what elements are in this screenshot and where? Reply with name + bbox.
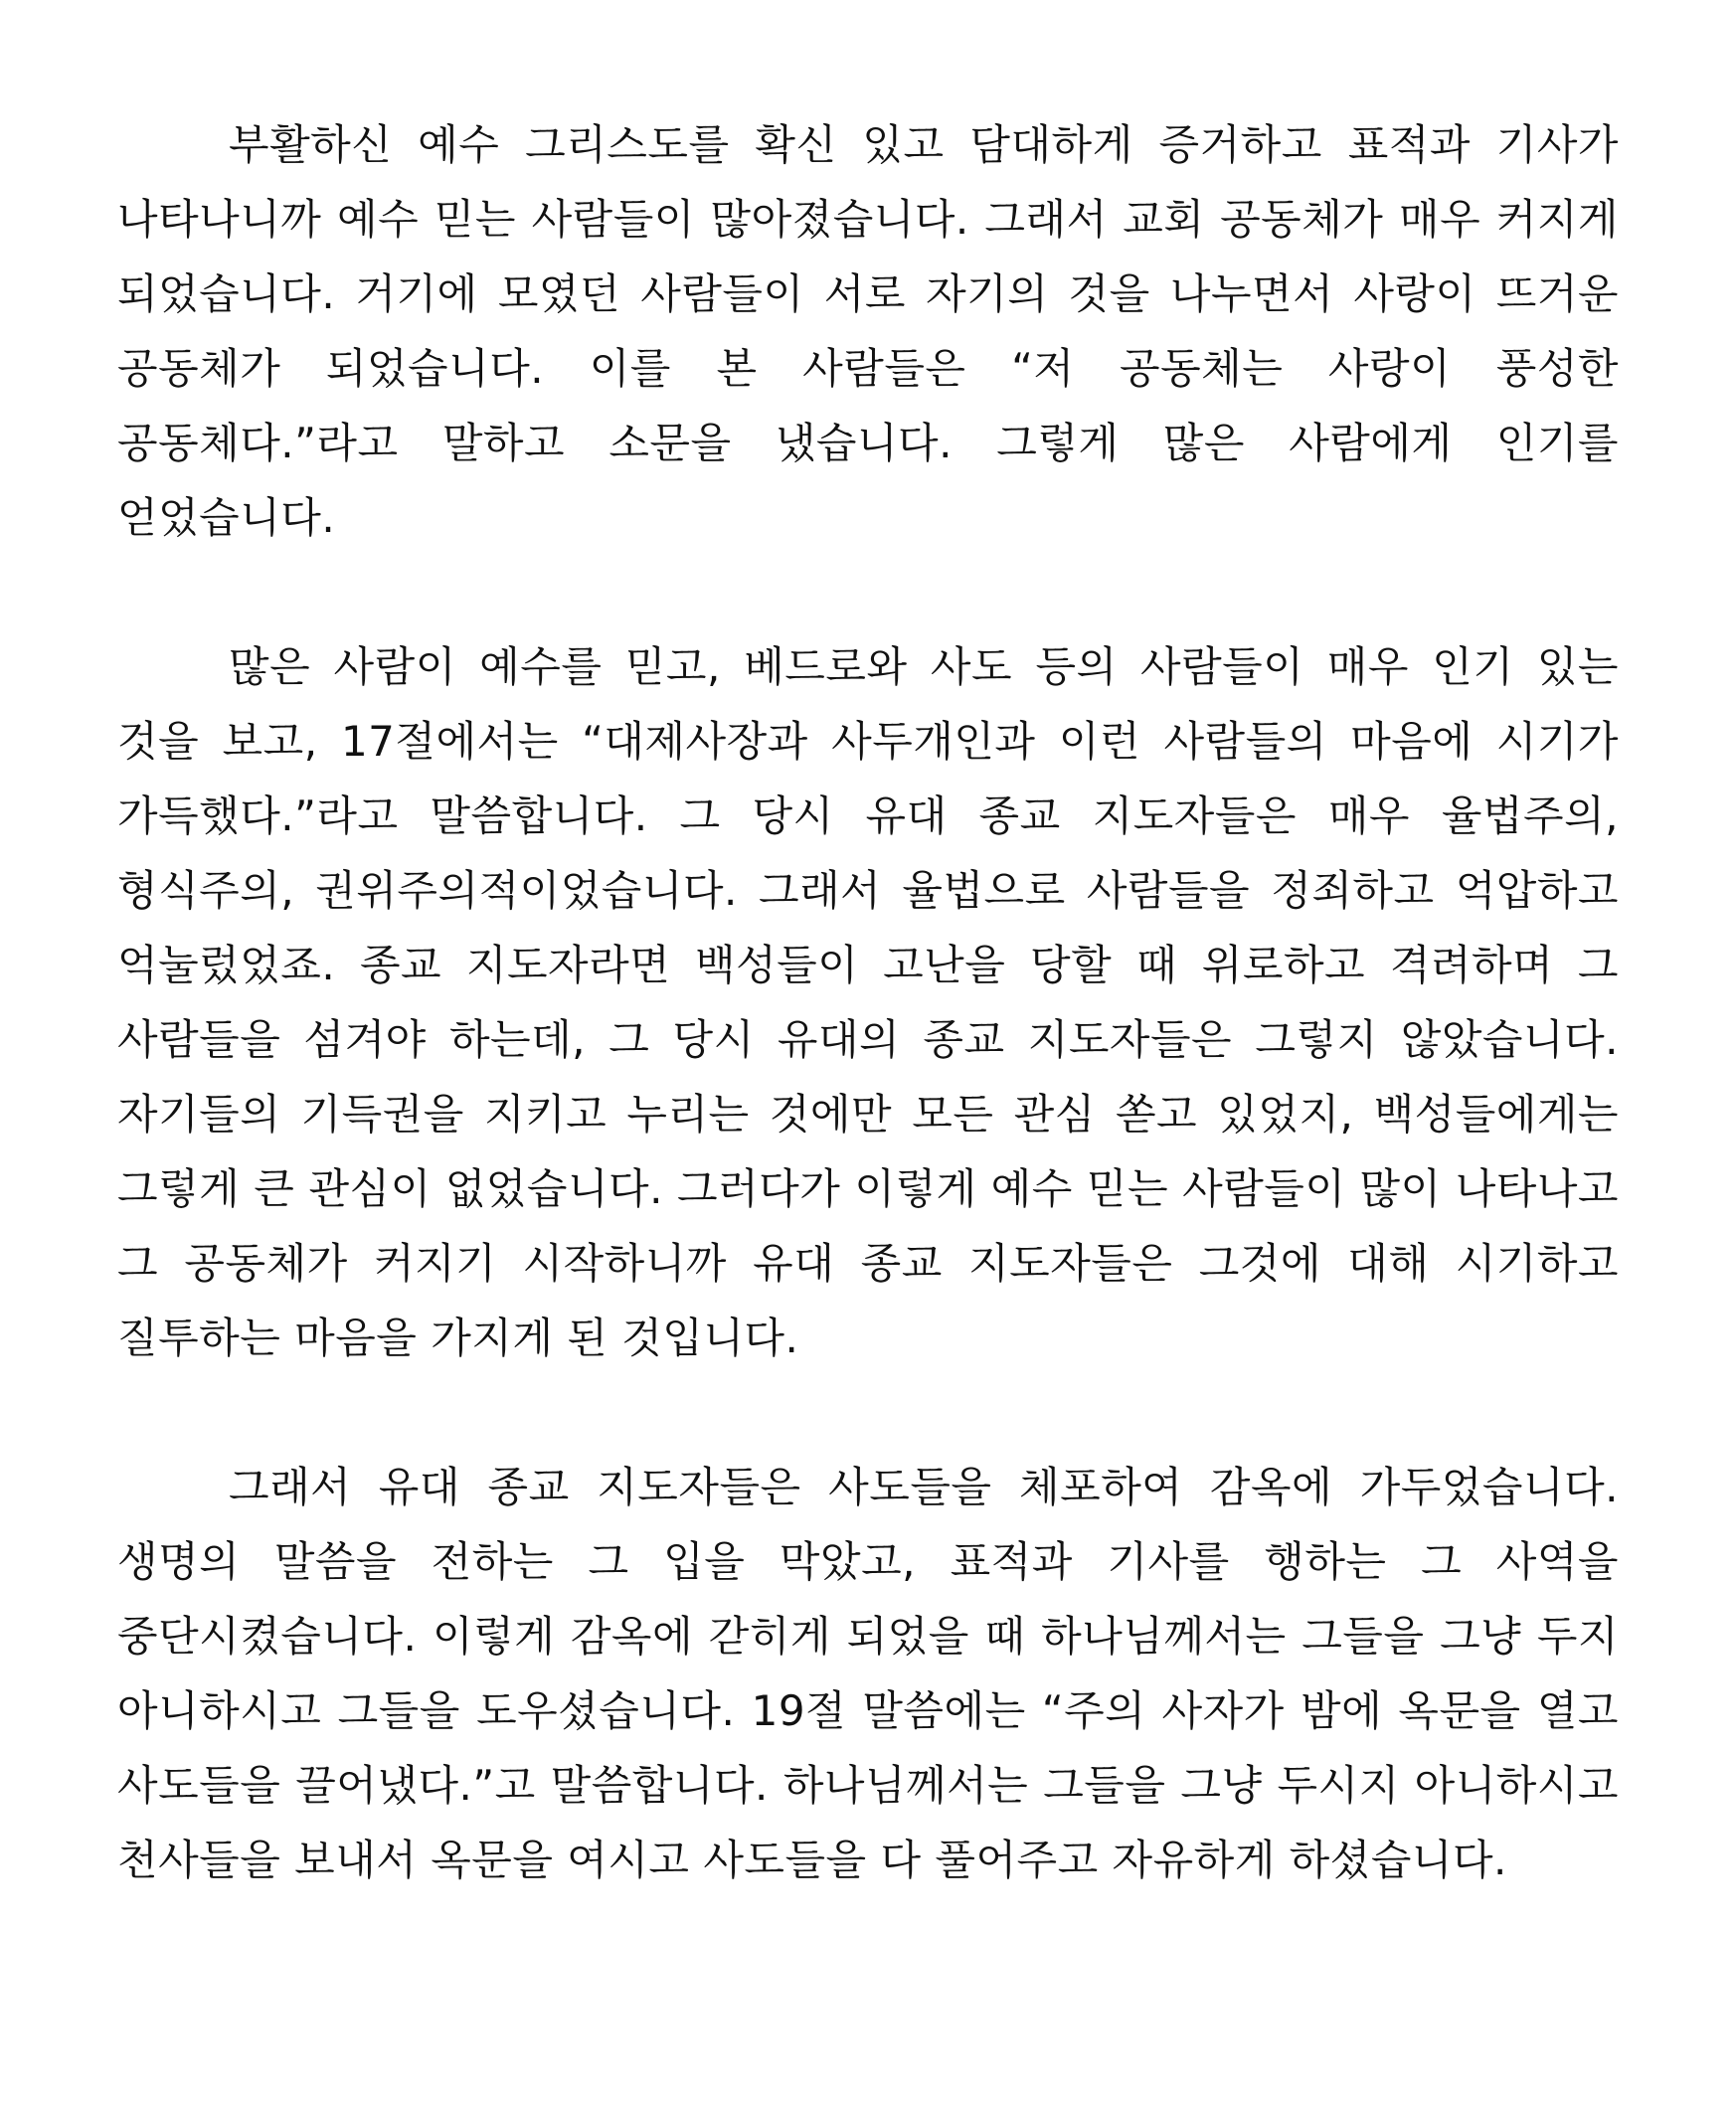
paragraph-1: 부활하신 예수 그리스도를 확신 있고 담대하게 증거하고 표적과 기사가 나타나니까 예수 믿는 사람들이 많아졌습니다. 그래서 교회 공동체가 매우 커지게 되었습니다. 거기에 모였던 사람들이 서로 자기의 것을 나누면서 사랑이 뜨거운 공동체가 되었습니다. 이를 본 사람들은 “저 공동체는 사랑이 풍성한 공동체다.”라고 말하고 소문을 냈습니다. 그렇게 많은 사람에게 인기를 얻었습니다. (117, 120, 1619, 542)
document-body (117, 107, 1619, 1897)
paragraph-3: 그래서 유대 종교 지도자들은 사도들을 체포하여 감옥에 가두었습니다. 생명의 말씀을 전하는 그 입을 막았고, 표적과 기사를 행하는 그 사역을 중단시켰습니다. 이렇게 감옥에 갇히게 되었을 때 하나님께서는 그들을 그냥 두지 아니하시고 그들을 도우셨습니다. 19절 말씀에는 “주의 사자가 밤에 옥문을 열고 사도들을 끌어냈다.”고 말씀합니다. 하나님께서는 그들을 그냥 두시지 아니하시고 천사들을 보내서 옥문을 여시고 사도들을 다 풀어주고 자유하게 하셨습니다. (117, 1463, 1619, 1884)
paragraph-2: 많은 사람이 예수를 믿고, 베드로와 사도 등의 사람들이 매우 인기 있는 것을 보고, 17절에서는 “대제사장과 사두개인과 이런 사람들의 마음에 시기가 가득했다.”라고 말씀합니다. 그 당시 유대 종교 지도자들은 매우 율법주의, 형식주의, 권위주의적이었습니다. 그래서 율법으로 사람들을 정죄하고 억압하고 억눌렀었죠. 종교 지도자라면 백성들이 고난을 당할 때 위로하고 격려하며 그 사람들을 섬겨야 하는데, 그 당시 유대의 종교 지도자들은 그렇지 않았습니다. 자기들의 기득권을 지키고 누리는 것에만 모든 관심 쏟고 있었지, 백성들에게는 그렇게 큰 관심이 없었습니다. 그러다가 이렇게 예수 믿는 사람들이 많이 나타나고 그 공동체가 커지기 시작하니까 유대 종교 지도자들은 그것에 대해 시기하고 질투하는 마음을 가지게 된 것입니다. (117, 642, 1619, 1362)
